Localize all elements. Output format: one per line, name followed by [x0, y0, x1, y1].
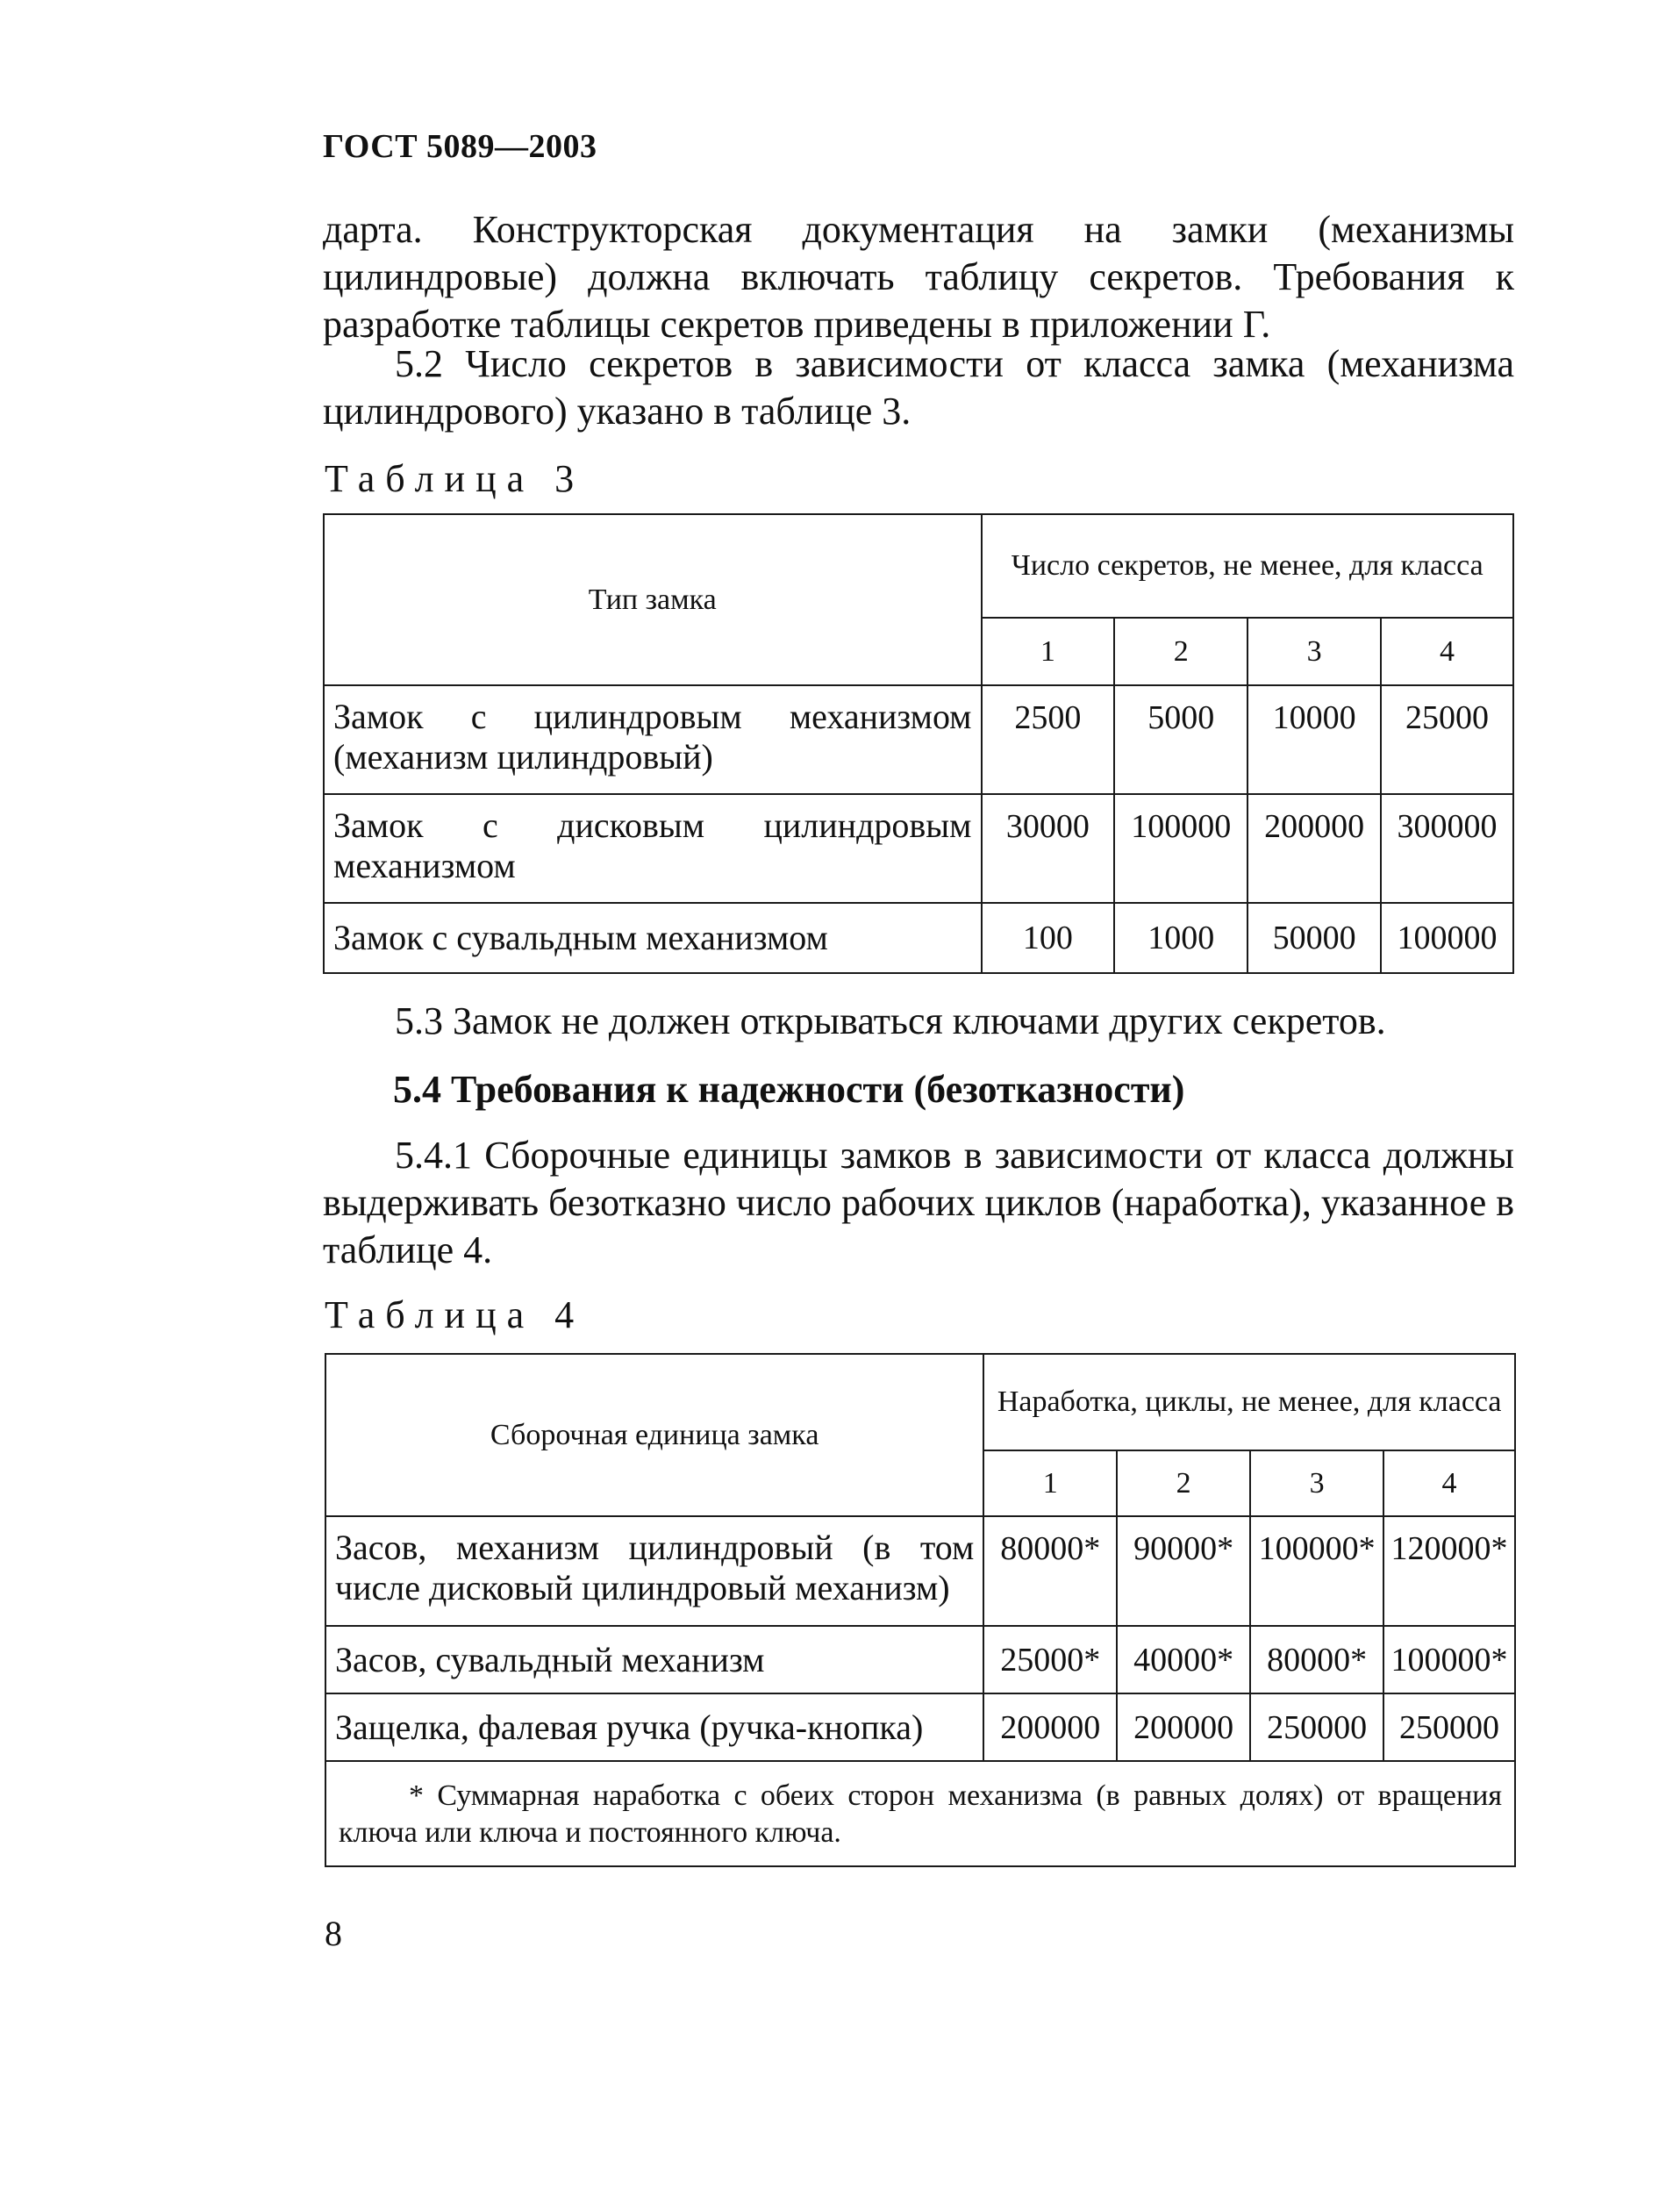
table-4-cell: 25000* [983, 1626, 1117, 1693]
table-3-cell: 50000 [1247, 903, 1381, 973]
table-row [325, 1516, 1515, 1626]
table-3-class-header: 1 [982, 618, 1115, 685]
table-4-cell: 120000* [1383, 1516, 1515, 1626]
table-4-cell: 200000 [1117, 1693, 1250, 1761]
table-4-header-group: Наработка, циклы, не менее, для класса [983, 1354, 1515, 1450]
table-4-footnote-row [325, 1761, 1515, 1866]
table-3-cell: 5000 [1114, 685, 1247, 794]
table-4-cell: 100000* [1383, 1626, 1515, 1693]
page-number: 8 [325, 1914, 342, 1953]
table-3-cell: 100000 [1381, 903, 1513, 973]
table-4-row-name: Засов, сувальдный механизм [325, 1626, 983, 1693]
section-heading-5-4: 5.4 Требования к надежности (безотказности) [393, 1068, 1185, 1111]
table-4-cell: 200000 [983, 1693, 1117, 1761]
table-3-row-name: Замок с цилиндровым механизмом (механизм цилиндровый) [324, 685, 982, 794]
table-3-header-type: Тип замка [324, 514, 982, 685]
paragraph-5-3: 5.3 Замок не должен открываться ключами других секретов. [395, 999, 1386, 1042]
table-4 [325, 1353, 1516, 1867]
table-4-cell: 40000* [1117, 1626, 1250, 1693]
table-row [324, 903, 1513, 973]
table-3-class-header: 2 [1114, 618, 1247, 685]
table-4-row-name: Засов, механизм цилиндровый (в том числе дисковый цилиндровый механизм) [325, 1516, 983, 1626]
table-3-caption: Таблица 3 [325, 457, 585, 500]
table-4-cell: 250000 [1250, 1693, 1383, 1761]
table-3-cell: 200000 [1247, 794, 1381, 903]
table-4-class-header: 1 [983, 1450, 1117, 1516]
table-row [324, 794, 1513, 903]
table-3-row-name: Замок с дисковым цилиндровым механизмом [324, 794, 982, 903]
table-4-footnote: * Суммарная наработка с обеих сторон механизма (в равных долях) от вращения ключа или ключа и постоянного ключа. [325, 1761, 1515, 1866]
paragraph-5-4-1: 5.4.1 Сборочные единицы замков в зависимости от класса должны выдерживать безотказно число рабочих циклов (наработка), указанное в таблице 4. [323, 1134, 1514, 1271]
table-4-header-unit: Сборочная единица замка [325, 1354, 983, 1516]
table-4-cell: 90000* [1117, 1516, 1250, 1626]
table-3-class-header: 3 [1247, 618, 1381, 685]
document-header: ГОСТ 5089—2003 [323, 128, 597, 165]
table-4-caption: Таблица 4 [325, 1293, 585, 1336]
table-3-cell: 25000 [1381, 685, 1513, 794]
table-4-cell: 80000* [1250, 1626, 1383, 1693]
table-3-cell: 100000 [1114, 794, 1247, 903]
table-3-cell: 2500 [982, 685, 1115, 794]
table-3-cell: 10000 [1247, 685, 1381, 794]
table-4-cell: 80000* [983, 1516, 1117, 1626]
table-3-class-header: 4 [1381, 618, 1513, 685]
table-3-header-group: Число секретов, не менее, для класса [982, 514, 1514, 618]
table-row [325, 1626, 1515, 1693]
table-row [324, 685, 1513, 794]
table-4-row-name: Защелка, фалевая ручка (ручка-кнопка) [325, 1693, 983, 1761]
table-4-cell: 250000 [1383, 1693, 1515, 1761]
table-4-class-header: 3 [1250, 1450, 1383, 1516]
table-3 [323, 513, 1514, 974]
table-3-cell: 100 [982, 903, 1115, 973]
table-3-cell: 1000 [1114, 903, 1247, 973]
table-4-class-header: 4 [1383, 1450, 1515, 1516]
table-4-cell: 100000* [1250, 1516, 1383, 1626]
paragraph-5-2: 5.2 Число секретов в зависимости от класса замка (механизма цилиндрового) указано в таблице 3. [323, 342, 1514, 433]
table-3-cell: 300000 [1381, 794, 1513, 903]
paragraph-continuation: дарта. Конструкторская документация на замки (механизмы цилиндровые) должна включать таблицу секретов. Требования к разработке таблицы секретов приведены в приложении Г. [323, 208, 1514, 346]
table-3-row-name: Замок с сувальдным механизмом [324, 903, 982, 973]
table-row [325, 1693, 1515, 1761]
table-4-class-header: 2 [1117, 1450, 1250, 1516]
table-3-cell: 30000 [982, 794, 1115, 903]
